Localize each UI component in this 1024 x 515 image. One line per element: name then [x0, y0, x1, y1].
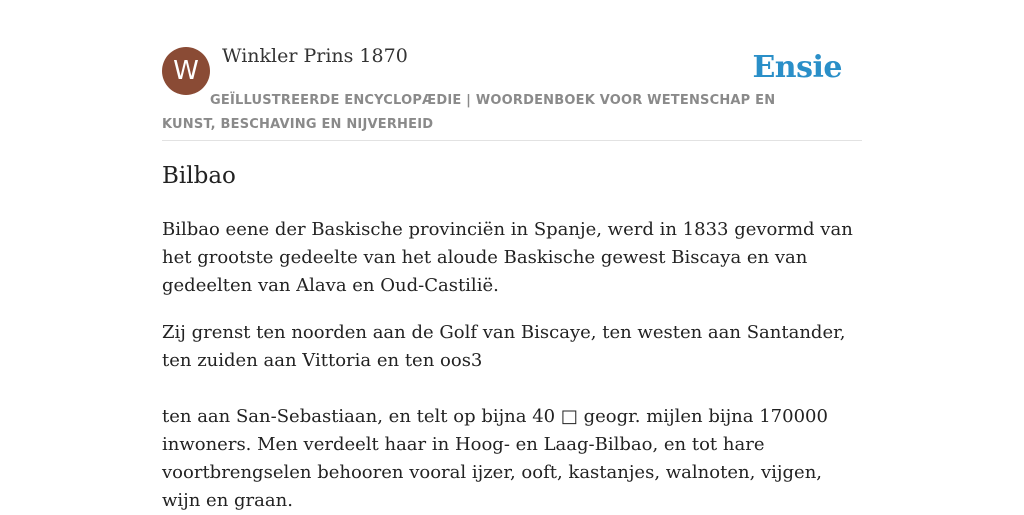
source-header: [162, 0, 862, 141]
entry-paragraph: Zij grenst ten noorden aan de Golf van Biscaye, ten westen aan Santander, ten zuiden aan Vittoria en ten oos3: [162, 322, 846, 371]
source-avatar[interactable]: W: [162, 47, 210, 95]
entry-paragraph: Bilbao eene der Baskische provinciën in Spanje, werd in 1833 gevormd van het grootste gedeelte van het aloude Baskische gewest Biscaya en van gedeelten van Alava en Oud-Castilië.: [162, 219, 853, 296]
entry-title: Bilbao: [162, 163, 236, 189]
source-title-link[interactable]: Winkler Prins 1870: [222, 45, 408, 67]
page: [162, 0, 862, 511]
source-subtitle: GEÏLLUSTREERDE ENCYCLOPÆDIE | WOORDENBOEK VOOR WETENSCHAP EN KUNST, BESCHAVING EN NIJVERHEID: [162, 93, 776, 132]
entry-paragraph: ten aan San-Sebastiaan, en telt op bijna 40 □ geogr. mijlen bijna 170000 inwoners. Men verdeelt haar in Hoog- en Laag-Bilbao, en tot hare voortbrengselen behooren vooral ijzer, ooft, kastanjes, walnoten, vijgen, wijn en graan.: [162, 406, 828, 511]
ensie-logo[interactable]: Ensie: [752, 50, 842, 85]
